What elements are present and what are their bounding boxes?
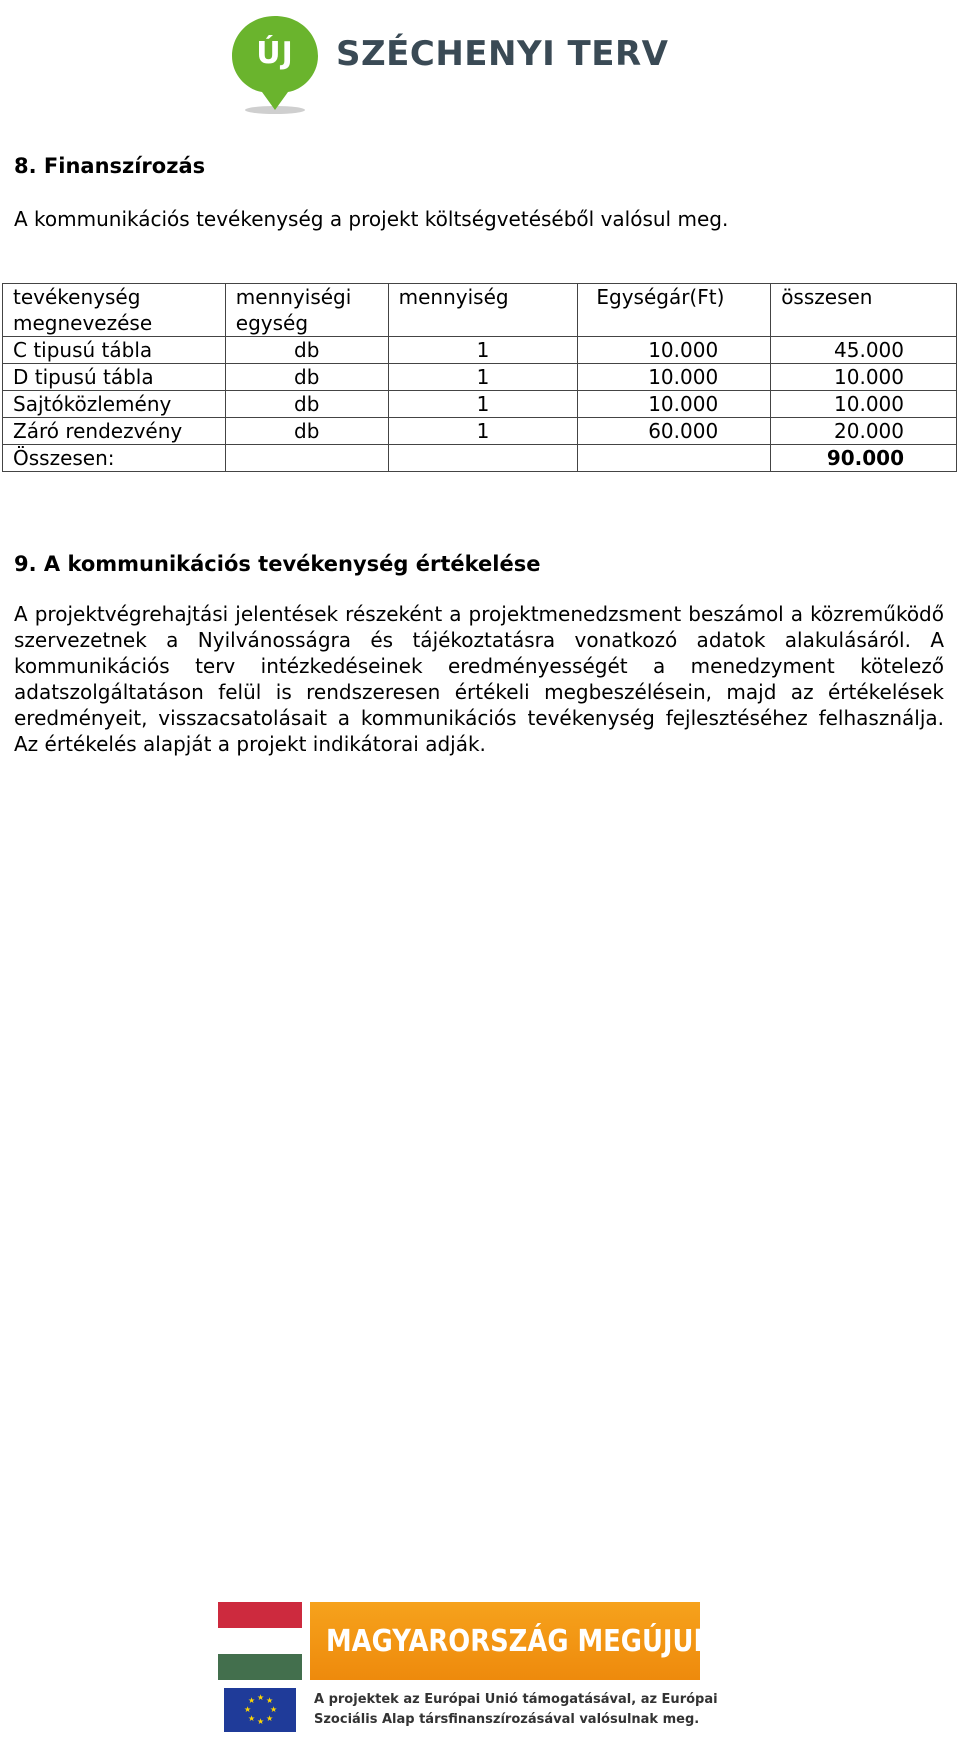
grand-total-value: 90.000 (771, 445, 957, 472)
banner-text: MAGYARORSZÁG MEGÚJUL (326, 1624, 710, 1659)
szechenyi-terv-logo (228, 10, 688, 114)
unit-price-cell: 60.000 (578, 418, 771, 445)
empty-cell (578, 445, 771, 472)
quantity-cell: 1 (388, 337, 578, 364)
column-header: tevékenység megnevezése (3, 284, 226, 337)
financing-table (2, 283, 957, 472)
empty-cell (388, 445, 578, 472)
eu-funding-line-1: A projektek az Európai Unió támogatásával, az Európai (314, 1692, 718, 1707)
total-label: Összesen: (3, 445, 226, 472)
unit-price-cell: 10.000 (578, 364, 771, 391)
logo-pin-text: ÚJ (256, 36, 294, 71)
table-row (3, 418, 957, 445)
table-row (3, 337, 957, 364)
eu-flag-icon: ★ ★ ★ ★ ★ ★ ★ ★ (224, 1688, 296, 1732)
banner-orange-panel (310, 1602, 710, 1680)
column-header: mennyiségi egység (225, 284, 388, 337)
table-row (3, 391, 957, 418)
section-8-intro: A kommunikációs tevékenység a projekt költségvetéséből valósul meg. (14, 207, 729, 231)
quantity-cell: 1 (388, 391, 578, 418)
empty-cell (225, 445, 388, 472)
footer-banner (212, 1596, 718, 1734)
column-header: Egységár(Ft) (578, 284, 771, 337)
logo-wordmark: SZÉCHENYI TERV (336, 34, 669, 74)
unit-price-cell: 10.000 (578, 337, 771, 364)
section-9-heading: 9. A kommunikációs tevékenység értékelése (14, 552, 541, 576)
quantity-cell: 1 (388, 418, 578, 445)
quantity-cell: 1 (388, 364, 578, 391)
total-cell: 10.000 (771, 391, 957, 418)
total-cell: 20.000 (771, 418, 957, 445)
unit-cell: db (225, 337, 388, 364)
hungarian-flag-icon (218, 1602, 302, 1680)
unit-cell: db (225, 418, 388, 445)
table-total-row (3, 445, 957, 472)
unit-cell: db (225, 364, 388, 391)
section-9-body: A projektvégrehajtási jelentések részeként a projektmenedzsment beszámol a közreműködő szervezetnek a Nyilvánosságra és tájékoztatásra vonatkozó adatok alakulásáról. A kommunikációs terv intézkedéseinek eredményességét a menedzyment kötelező adatszolgáltatáson felül is rendszeresen értékeli megbeszélésein, majd az értékelések eredményeit, visszacsatolásait a kommunikációs tevékenység fejlesztéséhez felhasználja. Az értékelés alapját a projekt indikátorai adják. (14, 602, 944, 756)
eu-funding-line-2: Szociális Alap társfinanszírozásával valósulnak meg. (314, 1712, 700, 1727)
activity-cell: D tipusú tábla (3, 364, 226, 391)
section-8-heading: 8. Finanszírozás (14, 154, 206, 178)
unit-price-cell: 10.000 (578, 391, 771, 418)
eu-funding-text (314, 1690, 718, 1730)
table-header-row (3, 284, 957, 337)
activity-cell: Sajtóközlemény (3, 391, 226, 418)
activity-cell: Záró rendezvény (3, 418, 226, 445)
total-cell: 45.000 (771, 337, 957, 364)
total-cell: 10.000 (771, 364, 957, 391)
column-header: mennyiség (388, 284, 578, 337)
unit-cell: db (225, 391, 388, 418)
activity-cell: C tipusú tábla (3, 337, 226, 364)
table-row (3, 364, 957, 391)
column-header: összesen (771, 284, 957, 337)
